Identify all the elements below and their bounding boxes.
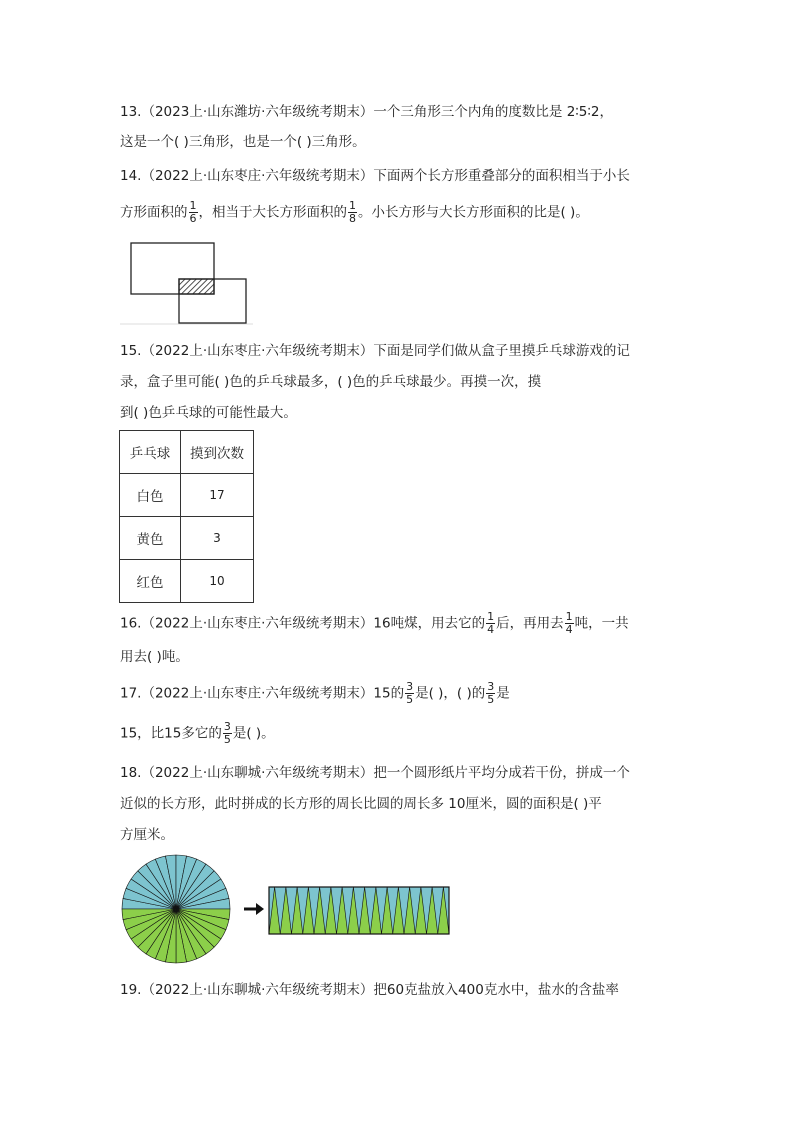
table-cell: 黄色 — [120, 517, 181, 560]
q16-fraction-2: $\frac{1}{4}$ — [565, 610, 573, 636]
q15-line1: 15.（2022上·山东枣庄·六年级统考期末）下面是同学们做从盒子里摸乒乓球游戏的记 — [120, 343, 630, 359]
q18-line2: 近似的长方形，此时拼成的长方形的周长比圆的周长多 10厘米，圆的面积是( )平 — [120, 796, 602, 812]
q16-line1 — [120, 611, 629, 636]
table-cell: 3 — [181, 517, 254, 560]
ping-pong-table — [119, 430, 254, 603]
q13-line1: 13.（2023上·山东潍坊·六年级统考期末）一个三角形三个内角的度数比是 2∶5∶2， — [120, 104, 613, 120]
q17-text-c: 是 — [496, 685, 510, 702]
q18-line1: 18.（2022上·山东聊城·六年级统考期末）把一个圆形纸片平均分成若干份，拼成一个 — [120, 765, 630, 781]
table-row — [120, 517, 254, 560]
q15-line3: 到( )色乒乓球的可能性最大。 — [120, 405, 297, 421]
q14-line1: 14.（2022上·山东枣庄·六年级统考期末）下面两个长方形重叠部分的面积相当于小长 — [120, 168, 630, 184]
q18-line3: 方厘米。 — [120, 827, 174, 843]
q16-text-a: 16.（2022上·山东枣庄·六年级统考期末）16吨煤，用去它的 — [120, 615, 486, 632]
q17-line1 — [120, 681, 510, 706]
q14-line2 — [120, 200, 589, 225]
table-row — [120, 560, 254, 603]
overlapping-rectangles-figure — [118, 238, 258, 328]
q19-line1: 19.（2022上·山东聊城·六年级统考期末）把60克盐放入400克水中，盐水的含盐率 — [120, 982, 619, 998]
table-cell: 白色 — [120, 474, 181, 517]
q15-line2: 录，盒子里可能( )色的乒乓球最多，( )色的乒乓球最少。再摸一次，摸 — [120, 374, 542, 390]
q17-fraction-1: $\frac{3}{5}$ — [406, 680, 414, 706]
approximate-rectangle — [269, 887, 449, 934]
q17-line2 — [120, 721, 275, 746]
table-header: 摸到次数 — [181, 431, 254, 474]
q17-text-e: 是( )。 — [232, 725, 275, 742]
q17-fraction-2: $\frac{3}{5}$ — [487, 680, 495, 706]
q14-fraction-2: $\frac{1}{8}$ — [349, 199, 356, 225]
q16-text-c: 吨，一共 — [574, 615, 629, 632]
arrow-icon — [244, 903, 264, 915]
sector-circle — [122, 855, 230, 963]
q14-fraction-1: $\frac{1}{6}$ — [189, 199, 197, 225]
q17-text-a: 17.（2022上·山东枣庄·六年级统考期末）15的 — [120, 685, 405, 702]
table-cell: 17 — [181, 474, 254, 517]
q17-text-b: 是( )，( )的 — [415, 685, 486, 702]
table-cell: 红色 — [120, 560, 181, 603]
table-cell: 10 — [181, 560, 254, 603]
q13-line2: 这是一个( )三角形，也是一个( )三角形。 — [120, 134, 366, 150]
q14-text-b: ，相当于大长方形面积的 — [198, 204, 347, 221]
overlap-region — [179, 279, 214, 294]
q14-text-a: 方形面积的 — [120, 204, 188, 221]
q17-fraction-3: $\frac{3}{5}$ — [223, 720, 231, 746]
table-row — [120, 474, 254, 517]
q17-text-d: 15，比15多它的 — [120, 725, 222, 742]
circle-to-rectangle-figure — [118, 852, 458, 972]
q14-text-c: 。小长方形与大长方形面积的比是( )。 — [358, 204, 589, 221]
table-header-row — [120, 431, 254, 474]
q16-fraction-1: $\frac{1}{4}$ — [487, 610, 495, 636]
table-header: 乒乓球 — [120, 431, 181, 474]
q16-line2: 用去( )吨。 — [120, 649, 189, 665]
q16-text-b: 后，再用去 — [496, 615, 564, 632]
